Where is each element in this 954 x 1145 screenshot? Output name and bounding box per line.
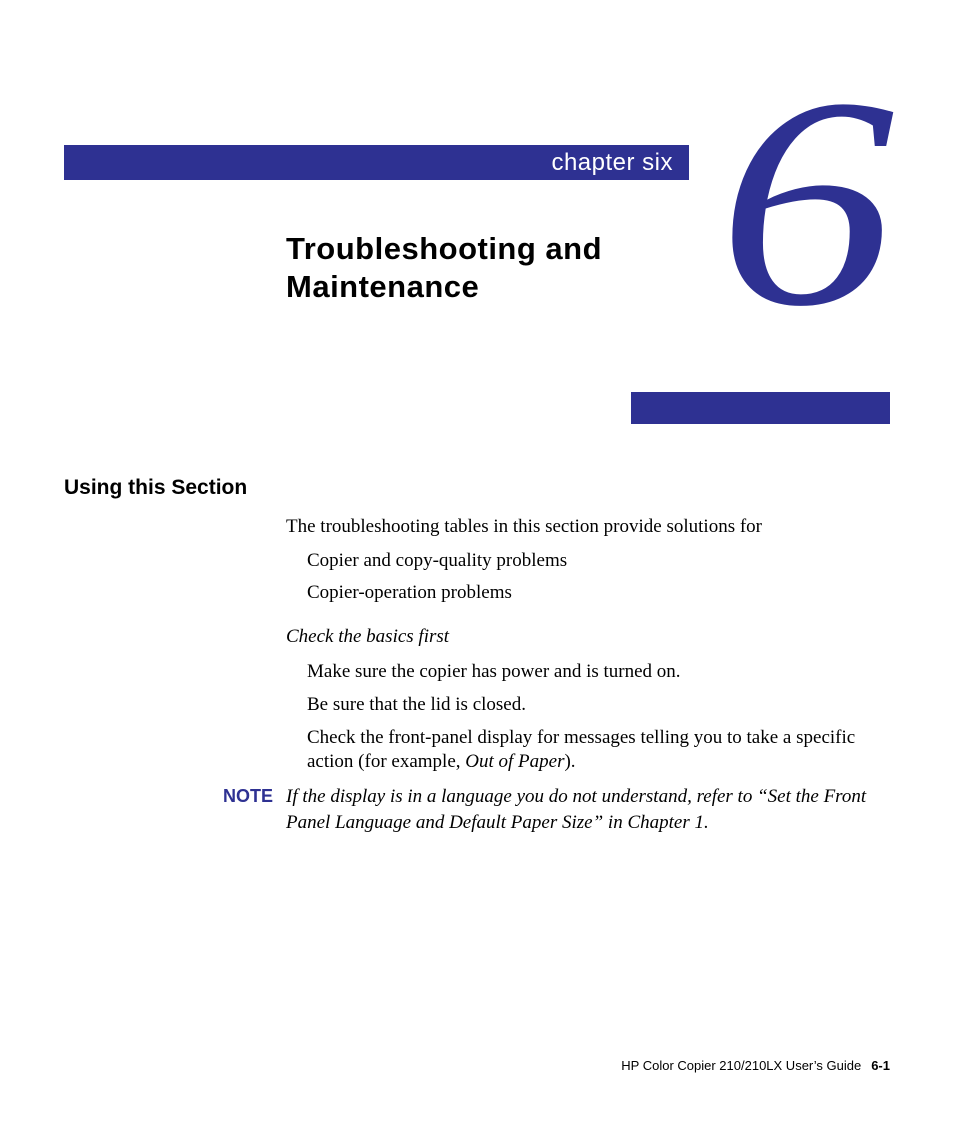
- continuation-example: Out of Paper: [465, 751, 565, 772]
- list-item: Check the front-panel display for messages telling you to take a specific: [307, 727, 856, 748]
- section-heading: Using this Section: [64, 476, 248, 499]
- list-item-continuation: [307, 750, 576, 774]
- continuation-prefix: action (for example,: [307, 751, 466, 772]
- page-title: [286, 230, 602, 306]
- continuation-suffix: ).: [564, 751, 576, 772]
- title-line-2: Maintenance: [286, 269, 480, 304]
- chapter-numeral: 6: [718, 36, 895, 368]
- list-item: Be sure that the lid is closed.: [307, 694, 526, 715]
- intro-paragraph: The troubleshooting tables in this section provide solutions for: [286, 516, 762, 537]
- page-number: 6-1: [871, 1058, 890, 1073]
- list-item: Make sure the copier has power and is turned on.: [307, 661, 681, 682]
- note-text: If the display is in a language you do not understand, refer to “Set the Front Panel Language and Default Paper Size” in Chapter 1.: [286, 786, 867, 833]
- list-item: Copier-operation problems: [307, 582, 512, 603]
- list-item: Copier and copy-quality problems: [307, 550, 568, 571]
- chapter-label-bar: chapter six: [64, 145, 689, 180]
- decorative-bar: [631, 392, 890, 424]
- title-line-1: Troubleshooting and: [286, 231, 603, 266]
- page-footer: [621, 1058, 890, 1073]
- subheading: Check the basics first: [286, 626, 450, 647]
- footer-guide-title: HP Color Copier 210/210LX User’s Guide: [621, 1058, 862, 1073]
- note-label: NOTE: [223, 786, 274, 806]
